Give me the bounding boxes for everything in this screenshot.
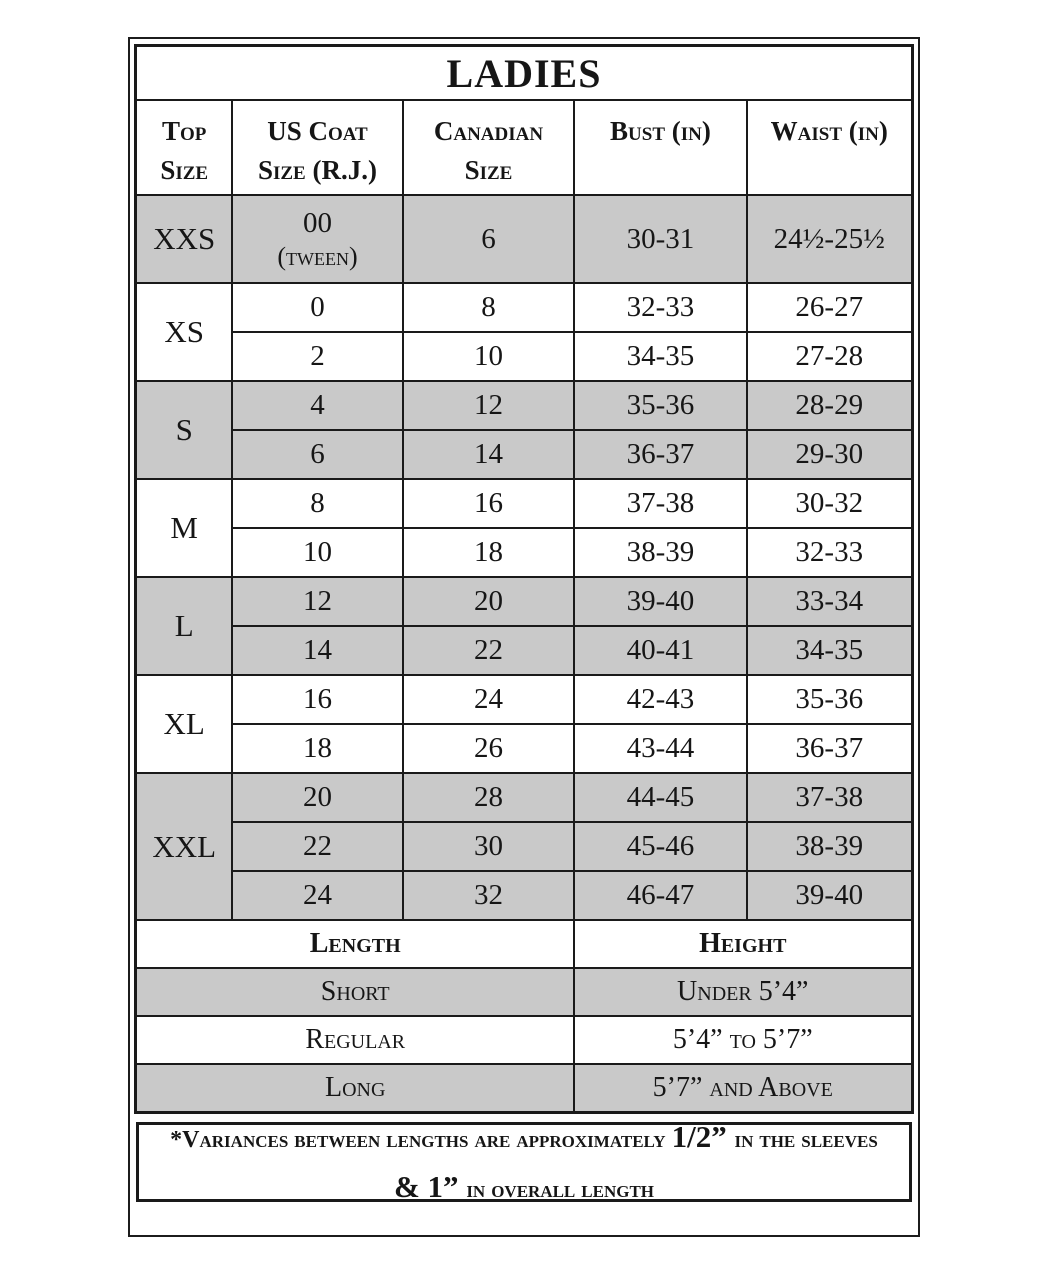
canadian-size-cell: 10 (403, 332, 574, 381)
waist-cell: 30-32 (747, 479, 912, 528)
length-header: Length (136, 920, 574, 968)
length-row-short (136, 968, 912, 1016)
footnote-text (165, 1112, 883, 1211)
waist-cell: 26-27 (747, 283, 912, 332)
bust-cell: 43-44 (574, 724, 747, 773)
height-value: Under 5’4” (574, 968, 912, 1016)
bust-cell: 32-33 (574, 283, 747, 332)
table-row-xs-1 (136, 283, 912, 332)
size-group-label-xs: XS (136, 283, 232, 381)
size-group-label-xxl: XXL (136, 773, 232, 920)
table-row-xs-2 (136, 332, 912, 381)
waist-cell: 32-33 (747, 528, 912, 577)
column-header-canadian-size (403, 100, 574, 195)
canadian-size-cell: 28 (403, 773, 574, 822)
coat-size-value: 00 (302, 206, 332, 239)
canadian-size-cell: 24 (403, 675, 574, 724)
canadian-size-cell: 22 (403, 626, 574, 675)
bust-cell: 37-38 (574, 479, 747, 528)
table-row-l-1 (136, 577, 912, 626)
canadian-size-cell: 8 (403, 283, 574, 332)
table-row-xxs (136, 195, 912, 283)
length-value: Regular (136, 1016, 574, 1064)
bust-cell: 46-47 (574, 871, 747, 920)
canadian-size-cell: 32 (403, 871, 574, 920)
coat-size-cell: 14 (232, 626, 403, 675)
header-line: Bust (in) (610, 116, 711, 146)
column-header-us-coat-size (232, 100, 403, 195)
bust-cell: 42-43 (574, 675, 747, 724)
canadian-size-cell: 20 (403, 577, 574, 626)
column-header-row (136, 100, 912, 195)
height-value: 5’7” and Above (574, 1064, 912, 1113)
bust-cell: 36-37 (574, 430, 747, 479)
coat-size-cell: 0 (232, 283, 403, 332)
coat-size-cell: 2 (232, 332, 403, 381)
bust-cell: 40-41 (574, 626, 747, 675)
waist-cell: 37-38 (747, 773, 912, 822)
length-value: Long (136, 1064, 574, 1113)
bust-cell: 39-40 (574, 577, 747, 626)
size-group-label-xxs: XXS (136, 195, 232, 283)
waist-cell: 38-39 (747, 822, 912, 871)
coat-size-cell: 10 (232, 528, 403, 577)
canadian-size-cell: 16 (403, 479, 574, 528)
header-line: Size (160, 155, 209, 186)
header-line: Size (464, 155, 513, 186)
table-row-m-1 (136, 479, 912, 528)
waist-cell: 24½-25½ (747, 195, 912, 283)
bust-cell: 38-39 (574, 528, 747, 577)
length-value: Short (136, 968, 574, 1016)
bust-cell: 34-35 (574, 332, 747, 381)
bust-cell: 45-46 (574, 822, 747, 871)
header-line: Top (162, 116, 207, 146)
waist-cell: 35-36 (747, 675, 912, 724)
header-line: US Coat (267, 116, 368, 146)
table-row-xxl-1 (136, 773, 912, 822)
table-row-xl-2 (136, 724, 912, 773)
column-header-top-size (136, 100, 232, 195)
coat-size-cell: 18 (232, 724, 403, 773)
waist-cell: 34-35 (747, 626, 912, 675)
size-group-label-s: S (136, 381, 232, 479)
footnote-segment-one-inch: & 1” (393, 1169, 467, 1204)
footnote-segment: in the sleeves (734, 1127, 878, 1154)
coat-size-cell (232, 195, 403, 283)
length-row-regular (136, 1016, 912, 1064)
table-row-xxl-3 (136, 871, 912, 920)
size-group-label-l: L (136, 577, 232, 675)
table-row-s-2 (136, 430, 912, 479)
coat-size-cell: 22 (232, 822, 403, 871)
table-row-m-2 (136, 528, 912, 577)
bust-cell: 35-36 (574, 381, 747, 430)
footnote-box (136, 1119, 912, 1204)
size-group-label-xl: XL (136, 675, 232, 773)
table-row-xxl-2 (136, 822, 912, 871)
bust-cell: 30-31 (574, 195, 747, 283)
ladies-size-chart-table (134, 44, 913, 1114)
canadian-size-cell: 12 (403, 381, 574, 430)
size-group-label-m: M (136, 479, 232, 577)
table-row-xl-1 (136, 675, 912, 724)
canadian-size-cell: 14 (403, 430, 574, 479)
coat-size-cell: 4 (232, 381, 403, 430)
waist-cell: 28-29 (747, 381, 912, 430)
coat-size-cell: 20 (232, 773, 403, 822)
header-line: Size (R.J.) (257, 155, 377, 186)
table-row-s-1 (136, 381, 912, 430)
footnote-segment: *Variances between lengths are approximately (170, 1127, 672, 1154)
length-row-long (136, 1064, 912, 1113)
coat-size-cell: 6 (232, 430, 403, 479)
canadian-size-cell: 26 (403, 724, 574, 773)
canadian-size-cell: 30 (403, 822, 574, 871)
coat-size-cell: 12 (232, 577, 403, 626)
coat-size-cell: 16 (232, 675, 403, 724)
bust-cell: 44-45 (574, 773, 747, 822)
waist-cell: 33-34 (747, 577, 912, 626)
footnote-segment: in overall length (466, 1177, 655, 1203)
title-row (136, 46, 912, 101)
waist-cell: 39-40 (747, 871, 912, 920)
footnote-segment-half-inch: 1/2” (671, 1119, 735, 1155)
header-line: Waist (in) (770, 116, 888, 146)
coat-size-note: (tween) (277, 241, 358, 271)
height-value: 5’4” to 5’7” (574, 1016, 912, 1064)
table-row-l-2 (136, 626, 912, 675)
coat-size-cell: 24 (232, 871, 403, 920)
page-frame (128, 37, 920, 1237)
column-header-waist (747, 100, 912, 195)
length-height-header-row (136, 920, 912, 968)
waist-cell: 29-30 (747, 430, 912, 479)
waist-cell: 36-37 (747, 724, 912, 773)
waist-cell: 27-28 (747, 332, 912, 381)
coat-size-cell: 8 (232, 479, 403, 528)
canadian-size-cell: 6 (403, 195, 574, 283)
page-title: LADIES (136, 46, 912, 101)
height-header: Height (574, 920, 912, 968)
header-line: Canadian (433, 116, 544, 146)
canadian-size-cell: 18 (403, 528, 574, 577)
column-header-bust (574, 100, 747, 195)
